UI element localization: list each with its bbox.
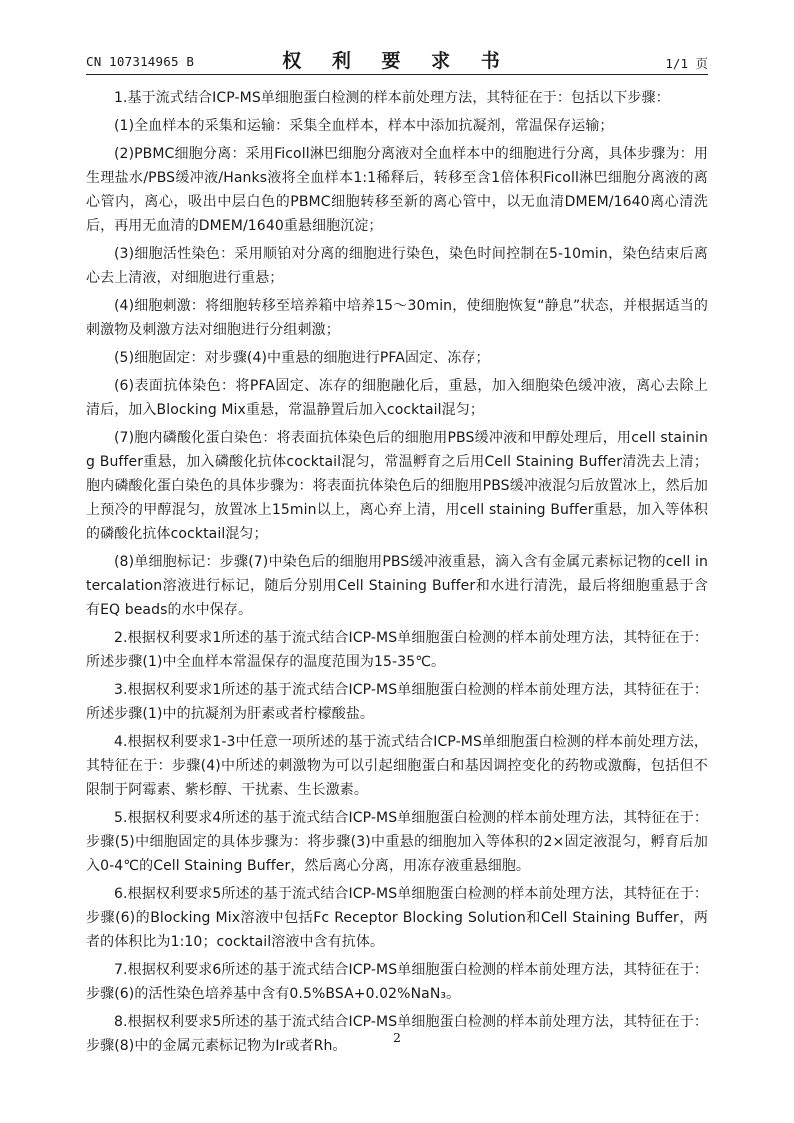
header-rule	[86, 74, 708, 75]
claim-paragraph: (6)表面抗体染色：将PFA固定、冻存的细胞融化后，重悬，加入细胞染色缓冲液，离心去除上清后，加入Blocking Mix重悬，常温静置后加入cocktail混匀；	[86, 378, 708, 418]
claims-body	[86, 86, 708, 1062]
claim-paragraph: 5.根据权利要求4所述的基于流式结合ICP-MS单细胞蛋白检测的样本前处理方法，其特征在于：步骤(5)中细胞固定的具体步骤为：将步骤(3)中重悬的细胞加入等体积的2×固定液混匀，孵育后加入0-4℃的Cell Staining Buffer，然后离心分离，用冻存液重悬细胞。	[86, 810, 708, 874]
claim-paragraph: 6.根据权利要求5所述的基于流式结合ICP-MS单细胞蛋白检测的样本前处理方法，其特征在于：步骤(6)的Blocking Mix溶液中包括Fc Receptor Blocking Solution和Cell Staining Buffer，两者的体积比为1:10；cocktail溶液中含有抗体。	[86, 886, 708, 950]
claim-paragraph: 1.基于流式结合ICP-MS单细胞蛋白检测的样本前处理方法，其特征在于：包括以下步骤：	[114, 90, 670, 106]
claim-paragraph: (8)单细胞标记：步骤(7)中染色后的细胞用PBS缓冲液重悬，滴入含有金属元素标记物的cell intercalation溶液进行标记，随后分别用Cell Staining Buffer和水进行清洗，最后将细胞重悬于含有EQ beads的水中保存。	[86, 554, 708, 618]
claim-paragraph: 2.根据权利要求1所述的基于流式结合ICP-MS单细胞蛋白检测的样本前处理方法，其特征在于：所述步骤(1)中全血样本常温保存的温度范围为15-35℃。	[86, 630, 708, 670]
document-title: 权 利 要 求 书	[282, 50, 512, 72]
claim-paragraph: (3)细胞活性染色：采用顺铂对分离的细胞进行染色，染色时间控制在5-10min，染色结束后离心去上清液，对细胞进行重悬；	[86, 246, 708, 286]
claim-paragraph: (1)全血样本的采集和运输：采集全血样本，样本中添加抗凝剂，常温保存运输；	[114, 118, 614, 134]
claim-paragraph: (4)细胞刺激：将细胞转移至培养箱中培养15～30min，使细胞恢复“静息”状态，并根据适当的刺激物及刺激方法对细胞进行分组刺激；	[86, 298, 708, 338]
page-number: 2	[393, 1030, 401, 1045]
claim-paragraph: 3.根据权利要求1所述的基于流式结合ICP-MS单细胞蛋白检测的样本前处理方法，其特征在于：所述步骤(1)中的抗凝剂为肝素或者柠檬酸盐。	[86, 682, 708, 722]
page-info: 1/1 页	[665, 56, 708, 71]
claim-paragraph: 7.根据权利要求6所述的基于流式结合ICP-MS单细胞蛋白检测的样本前处理方法，其特征在于：步骤(6)的活性染色培养基中含有0.5%BSA+0.02%NaN₃。	[86, 962, 708, 1002]
claim-paragraph: (2)PBMC细胞分离：采用Ficoll淋巴细胞分离液对全血样本中的细胞进行分离，具体步骤为：用生理盐水/PBS缓冲液/Hanks液将全血样本1:1稀释后，转移至含1倍体积Ficoll淋巴细胞分离液的离心管内，离心，吸出中层白色的PBMC细胞转移至新的离心管中，以无血清DMEM/1640离心清洗后，再用无血清的DMEM/1640重悬细胞沉淀；	[86, 146, 708, 234]
claim-paragraph: 8.根据权利要求5所述的基于流式结合ICP-MS单细胞蛋白检测的样本前处理方法，其特征在于：步骤(8)中的金属元素标记物为Ir或者Rh。	[86, 1014, 708, 1054]
claim-paragraph: 4.根据权利要求1-3中任意一项所述的基于流式结合ICP-MS单细胞蛋白检测的样本前处理方法，其特征在于：步骤(4)中所述的刺激物为可以引起细胞蛋白和基因调控变化的药物或激酶，包括但不限制于阿霉素、紫杉醇、干扰素、生长激素。	[86, 734, 708, 798]
claim-paragraph: (5)细胞固定：对步骤(4)中重悬的细胞进行PFA固定、冻存；	[114, 350, 490, 366]
patent-number: CN 107314965 B	[86, 54, 195, 69]
claim-paragraph: (7)胞内磷酸化蛋白染色：将表面抗体染色后的细胞用PBS缓冲液和甲醇处理后，用cell staining Buffer重悬，加入磷酸化抗体cocktail混匀，常温孵育之后用Cell Staining Buffer清洗去上清；胞内磷酸化蛋白染色的具体步骤为：将表面抗体染色后的细胞用PBS缓冲液混匀后放置冰上，然后加上预冷的甲醇混匀，放置冰上15min以上，离心弃上清，用cell staining Buffer重悬，加入等体积的磷酸化抗体cocktail混匀；	[86, 430, 708, 542]
page-header	[86, 46, 708, 74]
